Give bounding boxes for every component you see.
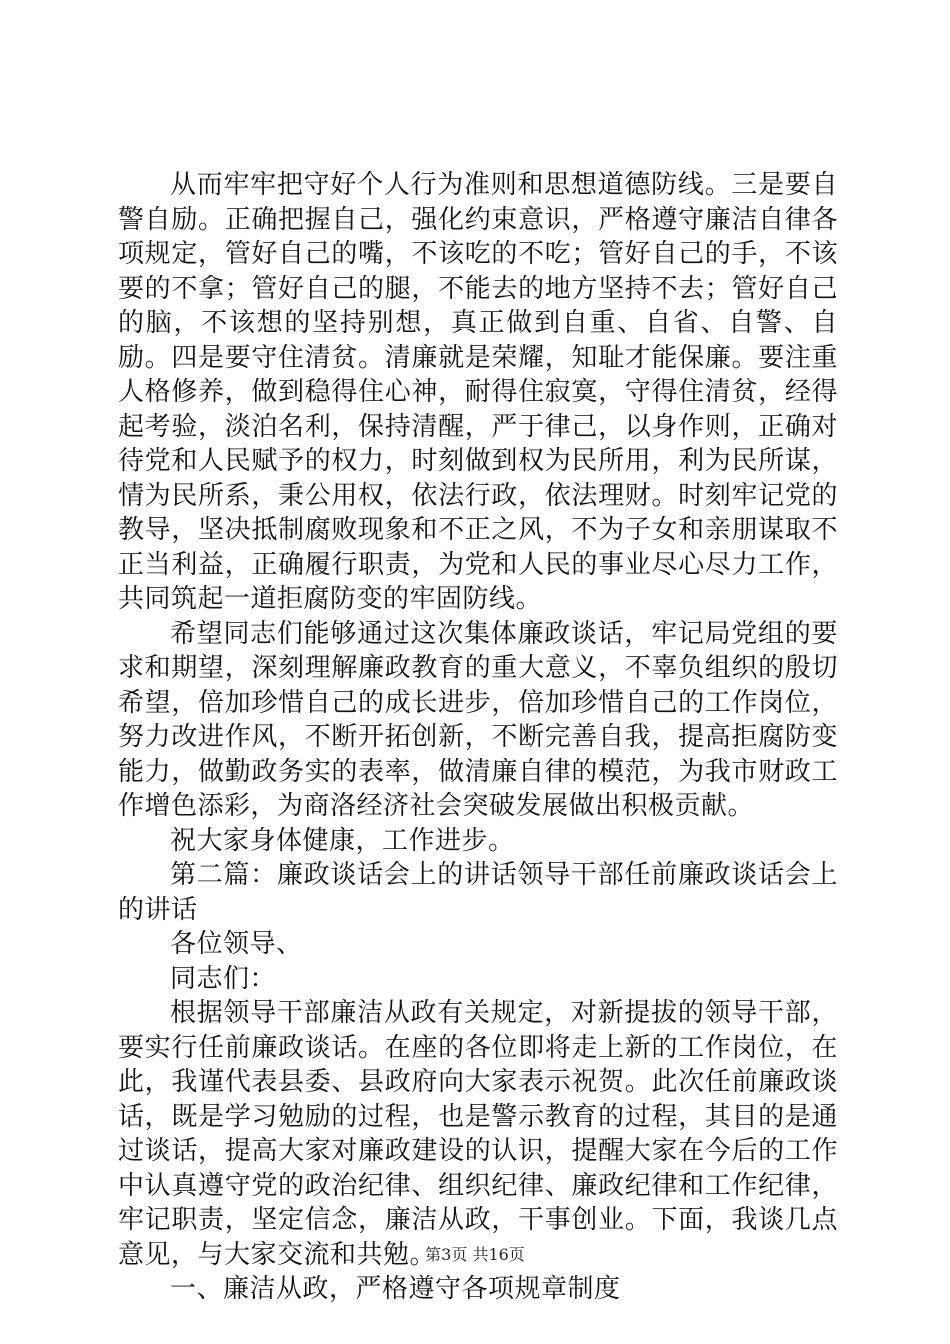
- section-heading-part-two: 第二篇：廉政谈话会上的讲话领导干部任前廉政谈话会上的讲话: [118, 860, 838, 925]
- salutation-comrades: 同志们：: [170, 963, 277, 994]
- document-body: [118, 168, 838, 1307]
- page-number-footer: 第3页 共16页: [425, 1245, 525, 1264]
- section-heading-one: 一、廉洁从政，严格遵守各项规章制度: [170, 1274, 621, 1304]
- paragraph-wishes: 祝大家身体健康，工作进步。: [170, 825, 515, 856]
- paragraph-hopes: 希望同志们能够通过这次集体廉政谈话，牢记局党组的要求和期望，深刻理解廉政教育的重大意义，不辜负组织的殷切希望，倍加珍惜自己的成长进步，倍加珍惜自己的工作岗位，努力改进作风，不断开拓创新，不断完善自我，提高拒腐防变能力，做勤政务实的表率，做清廉自律的模范，为我市财政工作增色添彩，为商洛经济社会突破发展做出积极贡献。: [118, 618, 838, 821]
- paragraph-self-discipline: 从而牢牢把守好个人行为准则和思想道德防线。三是要自警自励。正确把握自己，强化约束意识，严格遵守廉洁自律各项规定，管好自己的嘴，不该吃的不吃；管好自己的手，不该要的不拿；管好自己的腿，不能去的地方坚持不去；管好自己的脑，不该想的坚持别想，真正做到自重、自省、自警、自励。四是要守住清贫。清廉就是荣耀，知耻才能保廉。要注重人格修养，做到稳得住心神，耐得住寂寞，守得住清贫，经得起考验，淡泊名利，保持清醒，严于律己，以身作则，正确对待党和人民赋予的权力，时刻做到权为民所用，利为民所谋，情为民所系，秉公用权，依法行政，依法理财。时刻牢记党的教导，坚决抵制腐败现象和不正之风，不为子女和亲朋谋取不正当利益，正确履行职责，为党和人民的事业尽心尽力工作，共同筑起一道拒腐防变的牢固防线。: [118, 170, 838, 614]
- paragraph-introduction: 根据领导干部廉洁从政有关规定，对新提拔的领导干部，要实行任前廉政谈话。在座的各位即将走上新的工作岗位，在此，我谨代表县委、县政府向大家表示祝贺。此次任前廉政谈话，既是学习勉励的过程，也是警示教育的过程，其目的是通过谈话，提高大家对廉政建设的认识，提醒大家在今后的工作中认真遵守党的政治纪律、组织纪律、廉政纪律和工作纪律，牢记职责，坚定信念，廉洁从政，干事创业。下面，我谈几点意见，与大家交流和共勉。: [118, 998, 838, 1270]
- salutation-leaders: 各位领导、: [170, 929, 303, 959]
